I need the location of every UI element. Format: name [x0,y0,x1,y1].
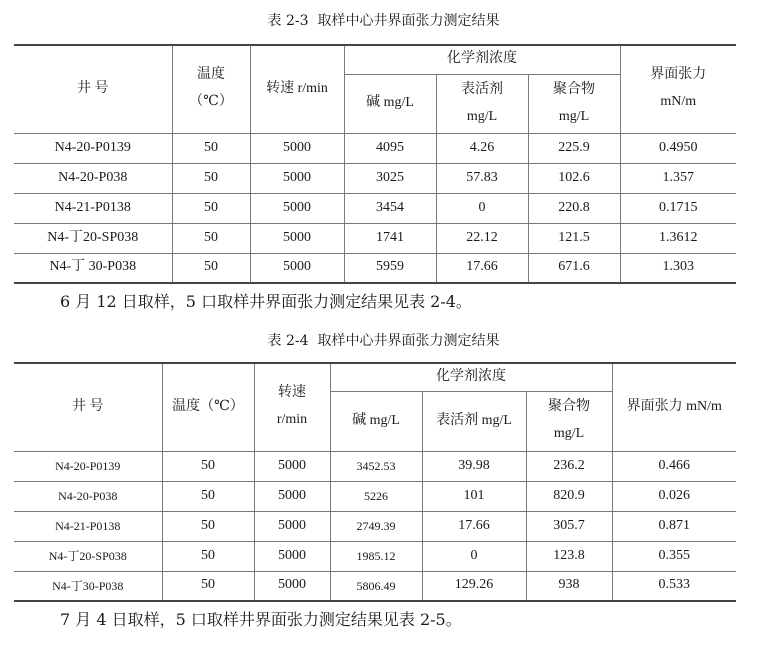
cell-well-id: N4-20-P0139 [14,451,162,481]
cell-polymer: 305.7 [526,511,612,541]
cell-well-id: N4-20-P038 [14,481,162,511]
cell-temperature: 50 [162,511,254,541]
table-row [14,253,736,283]
table-row [14,193,736,223]
cell-speed: 5000 [254,541,330,571]
cell-polymer: 102.6 [528,163,620,193]
cell-polymer: 220.8 [528,193,620,223]
paragraph-1: 6 月 12 日取样，5 口取样井界面张力测定结果见表 2-4。 [60,292,472,311]
paragraph-2: 7 月 4 日取样，5 口取样井界面张力测定结果见表 2-5。 [60,610,462,629]
cell-alkali: 2749.39 [330,511,422,541]
table-row [14,511,736,541]
cell-polymer: 225.9 [528,133,620,163]
cell-surfactant: 22.12 [436,223,528,253]
cell-interfacial-tension: 1.357 [620,163,736,193]
cell-polymer: 671.6 [528,253,620,283]
cell-temperature: 50 [162,481,254,511]
cell-interfacial-tension: 0.533 [612,571,736,601]
cell-surfactant: 57.83 [436,163,528,193]
header-polymer: 聚合物 mg/L [526,391,612,451]
header-surfactant: 表活剂 mg/L [436,74,528,133]
header-alkali: 碱 mg/L [344,74,436,133]
table-row [14,223,736,253]
table-row [14,451,736,481]
cell-polymer: 121.5 [528,223,620,253]
cell-interfacial-tension: 0.466 [612,451,736,481]
cell-temperature: 50 [172,253,250,283]
table-row [14,163,736,193]
cell-temperature: 50 [172,223,250,253]
cell-well-id: N4-20-P0139 [14,133,172,163]
cell-interfacial-tension: 0.4950 [620,133,736,163]
header-polymer: 聚合物 mg/L [528,74,620,133]
cell-alkali: 5959 [344,253,436,283]
cell-alkali: 3452.53 [330,451,422,481]
cell-temperature: 50 [172,133,250,163]
cell-alkali: 4095 [344,133,436,163]
cell-speed: 5000 [254,511,330,541]
cell-surfactant: 39.98 [422,451,526,481]
cell-alkali: 3454 [344,193,436,223]
cell-alkali: 5806.49 [330,571,422,601]
header-speed: 转速 r/min [254,363,330,451]
cell-surfactant: 129.26 [422,571,526,601]
header-temperature: 温度（℃） [162,363,254,451]
cell-well-id: N4-20-P038 [14,163,172,193]
table-row [14,133,736,163]
cell-surfactant: 0 [436,193,528,223]
header-chemical-concentration: 化学剂浓度 [330,363,612,391]
header-interfacial-tension: 界面张力 mN/m [620,45,736,133]
cell-surfactant: 0 [422,541,526,571]
cell-speed: 5000 [250,223,344,253]
cell-alkali: 1741 [344,223,436,253]
cell-interfacial-tension: 0.026 [612,481,736,511]
cell-alkali: 3025 [344,163,436,193]
cell-temperature: 50 [162,451,254,481]
cell-speed: 5000 [254,571,330,601]
table2 [14,362,736,602]
cell-speed: 5000 [254,451,330,481]
cell-speed: 5000 [250,163,344,193]
header-speed: 转速 r/min [250,45,344,133]
cell-alkali: 1985.12 [330,541,422,571]
cell-alkali: 5226 [330,481,422,511]
table-row [14,481,736,511]
cell-speed: 5000 [250,193,344,223]
header-temperature: 温度 （℃） [172,45,250,133]
cell-polymer: 236.2 [526,451,612,481]
cell-interfacial-tension: 0.355 [612,541,736,571]
cell-interfacial-tension: 0.1715 [620,193,736,223]
header-surfactant: 表活剂 mg/L [422,391,526,451]
table1 [14,44,736,284]
header-well: 井 号 [14,45,172,133]
cell-well-id: N4-丁30-P038 [14,571,162,601]
cell-polymer: 820.9 [526,481,612,511]
header-alkali: 碱 mg/L [330,391,422,451]
header-well: 井 号 [14,363,162,451]
cell-speed: 5000 [254,481,330,511]
table-row [14,541,736,571]
cell-speed: 5000 [250,253,344,283]
cell-polymer: 938 [526,571,612,601]
header-interfacial-tension: 界面张力 mN/m [612,363,736,451]
cell-temperature: 50 [172,163,250,193]
cell-surfactant: 4.26 [436,133,528,163]
cell-well-id: N4-21-P0138 [14,193,172,223]
table1-caption: 表 2-3 取样中心井界面张力测定结果 [267,13,500,29]
table2-caption: 表 2-4 取样中心井界面张力测定结果 [267,333,500,349]
cell-surfactant: 101 [422,481,526,511]
cell-well-id: N4-21-P0138 [14,511,162,541]
table-row [14,571,736,601]
cell-well-id: N4-丁 30-P038 [14,253,172,283]
cell-temperature: 50 [162,541,254,571]
cell-interfacial-tension: 1.303 [620,253,736,283]
cell-interfacial-tension: 0.871 [612,511,736,541]
header-chemical-concentration: 化学剂浓度 [344,45,620,74]
cell-well-id: N4-丁20-SP038 [14,541,162,571]
cell-interfacial-tension: 1.3612 [620,223,736,253]
cell-temperature: 50 [172,193,250,223]
cell-surfactant: 17.66 [422,511,526,541]
cell-well-id: N4-丁20-SP038 [14,223,172,253]
cell-polymer: 123.8 [526,541,612,571]
cell-speed: 5000 [250,133,344,163]
cell-temperature: 50 [162,571,254,601]
cell-surfactant: 17.66 [436,253,528,283]
